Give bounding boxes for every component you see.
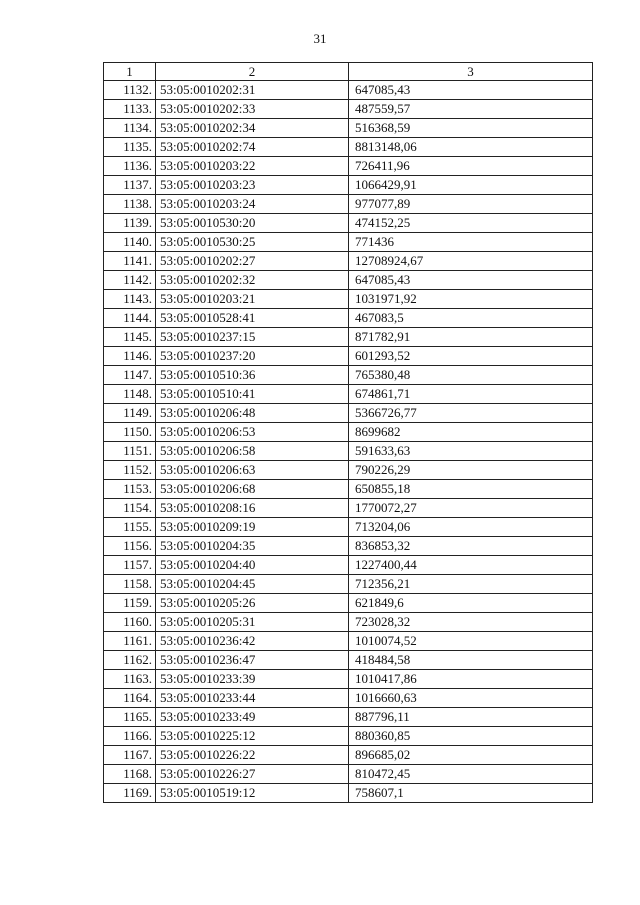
value-cell: 647085,43: [349, 271, 593, 290]
row-number-cell: 1144.: [104, 309, 156, 328]
value-cell: 1770072,27: [349, 499, 593, 518]
row-number-cell: 1136.: [104, 157, 156, 176]
row-number-cell: 1140.: [104, 233, 156, 252]
row-number-cell: 1159.: [104, 594, 156, 613]
page-number: 31: [313, 31, 327, 46]
table-row: [104, 556, 593, 575]
value-cell: 516368,59: [349, 119, 593, 138]
cadastral-number-cell: 53:05:0010203:21: [156, 290, 349, 309]
value-cell: 474152,25: [349, 214, 593, 233]
cadastral-number-cell: 53:05:0010530:20: [156, 214, 349, 233]
table-row: [104, 138, 593, 157]
row-number-cell: 1150.: [104, 423, 156, 442]
row-number-cell: 1166.: [104, 727, 156, 746]
table-row: [104, 157, 593, 176]
row-number-cell: 1167.: [104, 746, 156, 765]
row-number-cell: 1155.: [104, 518, 156, 537]
value-cell: 758607,1: [349, 784, 593, 803]
cadastral-number-cell: 53:05:0010203:24: [156, 195, 349, 214]
table-row: [104, 765, 593, 784]
row-number-cell: 1169.: [104, 784, 156, 803]
cadastral-number-cell: 53:05:0010204:35: [156, 537, 349, 556]
value-cell: 418484,58: [349, 651, 593, 670]
row-number-cell: 1163.: [104, 670, 156, 689]
row-number-cell: 1148.: [104, 385, 156, 404]
row-number-cell: 1147.: [104, 366, 156, 385]
cadastral-number-cell: 53:05:0010202:33: [156, 100, 349, 119]
cadastral-number-cell: 53:05:0010206:53: [156, 423, 349, 442]
cadastral-number-cell: 53:05:0010226:27: [156, 765, 349, 784]
value-cell: 8699682: [349, 423, 593, 442]
cadastral-number-cell: 53:05:0010202:31: [156, 81, 349, 100]
table-row: [104, 442, 593, 461]
cadastral-number-cell: 53:05:0010236:47: [156, 651, 349, 670]
cadastral-number-cell: 53:05:0010209:19: [156, 518, 349, 537]
row-number-cell: 1149.: [104, 404, 156, 423]
row-number-cell: 1162.: [104, 651, 156, 670]
cadastral-number-cell: 53:05:0010226:22: [156, 746, 349, 765]
value-cell: 765380,48: [349, 366, 593, 385]
cadastral-number-cell: 53:05:0010233:39: [156, 670, 349, 689]
value-cell: 726411,96: [349, 157, 593, 176]
cadastral-number-cell: 53:05:0010236:42: [156, 632, 349, 651]
value-cell: 1010417,86: [349, 670, 593, 689]
table-row: [104, 670, 593, 689]
table-row: [104, 119, 593, 138]
table-body: [104, 81, 593, 803]
cadastral-number-cell: 53:05:0010225:12: [156, 727, 349, 746]
table-row: [104, 784, 593, 803]
cadastral-number-cell: 53:05:0010202:27: [156, 252, 349, 271]
cadastral-number-cell: 53:05:0010202:34: [156, 119, 349, 138]
value-cell: 836853,32: [349, 537, 593, 556]
value-cell: 467083,5: [349, 309, 593, 328]
value-cell: 12708924,67: [349, 252, 593, 271]
table-header: [104, 63, 593, 81]
value-cell: 621849,6: [349, 594, 593, 613]
table-row: [104, 328, 593, 347]
row-number-cell: 1153.: [104, 480, 156, 499]
cadastral-number-cell: 53:05:0010202:74: [156, 138, 349, 157]
cadastral-value-table: [103, 62, 593, 803]
table-row: [104, 195, 593, 214]
cadastral-number-cell: 53:05:0010510:41: [156, 385, 349, 404]
row-number-cell: 1164.: [104, 689, 156, 708]
cadastral-number-cell: 53:05:0010203:23: [156, 176, 349, 195]
value-cell: 712356,21: [349, 575, 593, 594]
value-cell: 8813148,06: [349, 138, 593, 157]
row-number-cell: 1133.: [104, 100, 156, 119]
value-cell: 674861,71: [349, 385, 593, 404]
value-cell: 713204,06: [349, 518, 593, 537]
table-row: [104, 176, 593, 195]
cadastral-number-cell: 53:05:0010204:45: [156, 575, 349, 594]
table-row: [104, 499, 593, 518]
value-cell: 1227400,44: [349, 556, 593, 575]
row-number-cell: 1145.: [104, 328, 156, 347]
table-row: [104, 727, 593, 746]
cadastral-number-cell: 53:05:0010202:32: [156, 271, 349, 290]
table-row: [104, 252, 593, 271]
value-cell: 887796,11: [349, 708, 593, 727]
table-row: [104, 708, 593, 727]
cadastral-number-cell: 53:05:0010510:36: [156, 366, 349, 385]
row-number-cell: 1142.: [104, 271, 156, 290]
cadastral-number-cell: 53:05:0010206:63: [156, 461, 349, 480]
cadastral-number-cell: 53:05:0010206:68: [156, 480, 349, 499]
value-cell: 1016660,63: [349, 689, 593, 708]
row-number-cell: 1156.: [104, 537, 156, 556]
table-row: [104, 347, 593, 366]
value-cell: 1010074,52: [349, 632, 593, 651]
table-row: [104, 233, 593, 252]
value-cell: 650855,18: [349, 480, 593, 499]
value-cell: 601293,52: [349, 347, 593, 366]
table-row: [104, 651, 593, 670]
table-row: [104, 613, 593, 632]
table-row: [104, 746, 593, 765]
value-cell: 487559,57: [349, 100, 593, 119]
cadastral-number-cell: 53:05:0010205:26: [156, 594, 349, 613]
value-cell: 880360,85: [349, 727, 593, 746]
value-cell: 1031971,92: [349, 290, 593, 309]
table-row: [104, 518, 593, 537]
value-cell: 5366726,77: [349, 404, 593, 423]
cadastral-number-cell: 53:05:0010233:44: [156, 689, 349, 708]
value-cell: 647085,43: [349, 81, 593, 100]
table-row: [104, 404, 593, 423]
table-row: [104, 575, 593, 594]
table-row: [104, 81, 593, 100]
row-number-cell: 1138.: [104, 195, 156, 214]
table-row: [104, 214, 593, 233]
row-number-cell: 1160.: [104, 613, 156, 632]
table-row: [104, 461, 593, 480]
column-header-cadastral-number: 2: [156, 63, 349, 81]
table-row: [104, 423, 593, 442]
row-number-cell: 1143.: [104, 290, 156, 309]
table-row: [104, 271, 593, 290]
row-number-cell: 1137.: [104, 176, 156, 195]
table-row: [104, 632, 593, 651]
row-number-cell: 1139.: [104, 214, 156, 233]
cadastral-number-cell: 53:05:0010237:15: [156, 328, 349, 347]
row-number-cell: 1154.: [104, 499, 156, 518]
table-row: [104, 594, 593, 613]
row-number-cell: 1157.: [104, 556, 156, 575]
cadastral-number-cell: 53:05:0010519:12: [156, 784, 349, 803]
value-cell: 591633,63: [349, 442, 593, 461]
row-number-cell: 1168.: [104, 765, 156, 784]
value-cell: 790226,29: [349, 461, 593, 480]
cadastral-number-cell: 53:05:0010203:22: [156, 157, 349, 176]
table-row: [104, 385, 593, 404]
cadastral-number-cell: 53:05:0010528:41: [156, 309, 349, 328]
cadastral-number-cell: 53:05:0010204:40: [156, 556, 349, 575]
cadastral-number-cell: 53:05:0010206:48: [156, 404, 349, 423]
cadastral-number-cell: 53:05:0010233:49: [156, 708, 349, 727]
column-header-value: 3: [349, 63, 593, 81]
table-row: [104, 480, 593, 499]
row-number-cell: 1161.: [104, 632, 156, 651]
cadastral-number-cell: 53:05:0010530:25: [156, 233, 349, 252]
cadastral-number-cell: 53:05:0010208:16: [156, 499, 349, 518]
table-row: [104, 689, 593, 708]
row-number-cell: 1165.: [104, 708, 156, 727]
row-number-cell: 1134.: [104, 119, 156, 138]
row-number-cell: 1152.: [104, 461, 156, 480]
cadastral-number-cell: 53:05:0010237:20: [156, 347, 349, 366]
column-header-number: 1: [104, 63, 156, 81]
row-number-cell: 1151.: [104, 442, 156, 461]
table-row: [104, 366, 593, 385]
value-cell: 771436: [349, 233, 593, 252]
value-cell: 871782,91: [349, 328, 593, 347]
table-row: [104, 290, 593, 309]
table-row: [104, 100, 593, 119]
row-number-cell: 1146.: [104, 347, 156, 366]
table-row: [104, 537, 593, 556]
value-cell: 1066429,91: [349, 176, 593, 195]
value-cell: 810472,45: [349, 765, 593, 784]
value-cell: 723028,32: [349, 613, 593, 632]
row-number-cell: 1141.: [104, 252, 156, 271]
row-number-cell: 1135.: [104, 138, 156, 157]
row-number-cell: 1132.: [104, 81, 156, 100]
value-cell: 896685,02: [349, 746, 593, 765]
header-row: [104, 63, 593, 81]
cadastral-number-cell: 53:05:0010205:31: [156, 613, 349, 632]
value-cell: 977077,89: [349, 195, 593, 214]
table-row: [104, 309, 593, 328]
cadastral-number-cell: 53:05:0010206:58: [156, 442, 349, 461]
row-number-cell: 1158.: [104, 575, 156, 594]
